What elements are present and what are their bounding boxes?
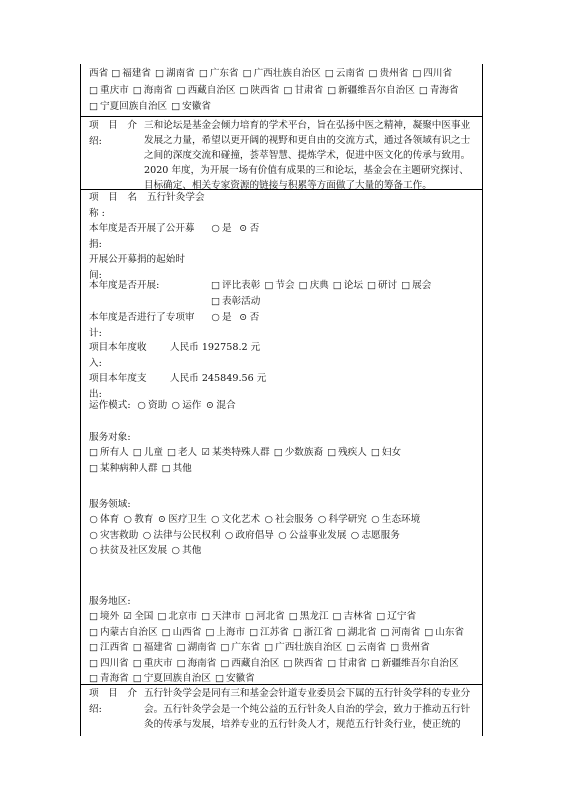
region-option[interactable] <box>171 99 211 116</box>
field-option-label: 医疗卫生 <box>168 514 207 525</box>
region-option-label: 江西省 <box>100 642 129 653</box>
checkbox-empty-icon: □ <box>132 673 142 684</box>
activity-option-label: 评比表彰 <box>222 280 261 291</box>
region-option[interactable] <box>89 640 129 656</box>
checkbox-empty-icon: □ <box>242 68 252 79</box>
radio-selected-icon: ⊙ <box>157 514 166 525</box>
region-option[interactable] <box>89 625 158 641</box>
target-option-label: 老人 <box>177 447 198 458</box>
checkbox-empty-icon: □ <box>418 84 428 96</box>
audit-label-line2: 计: <box>89 327 102 339</box>
region-option[interactable] <box>346 640 386 656</box>
region-option[interactable] <box>240 83 280 100</box>
region-option-label: 宁夏回族自治区 <box>143 673 211 684</box>
target-option-label: 儿童 <box>143 447 163 458</box>
activity-options <box>211 278 479 309</box>
checkbox-empty-icon: □ <box>376 611 386 622</box>
field-option-label: 文化艺术 <box>221 514 261 525</box>
region-option-label: 西藏自治区 <box>231 657 280 669</box>
field-option-label: 扶贫及社区发展 <box>100 545 168 556</box>
region-option-label: 广西壮族自治区 <box>253 68 321 79</box>
region-option-label: 安徽省 <box>182 101 211 112</box>
mode-option[interactable] <box>205 398 235 414</box>
region-option-label: 重庆市 <box>100 84 129 96</box>
region-option-label: 西藏自治区 <box>187 84 236 96</box>
field-option[interactable] <box>171 543 201 559</box>
activity-option[interactable] <box>401 278 431 294</box>
checkbox-empty-icon: □ <box>370 657 380 669</box>
checkbox-empty-icon: □ <box>327 84 337 96</box>
region-option-label: 山西省 <box>172 626 202 638</box>
region-option-label: 甘肃省 <box>294 84 324 96</box>
radio-empty-icon: ○ <box>142 529 152 541</box>
radio-empty-icon: ○ <box>224 529 234 541</box>
checkbox-empty-icon: □ <box>292 626 302 638</box>
region-option[interactable] <box>424 625 464 641</box>
start-time-label-line2: 间: <box>89 269 102 281</box>
checkbox-empty-icon: □ <box>132 84 142 96</box>
activity-option-label: 展会 <box>412 280 432 291</box>
region-option[interactable] <box>199 66 239 83</box>
activity-label: 本年度是否开展: <box>89 280 160 291</box>
region-option[interactable] <box>289 609 329 625</box>
checkbox-empty-icon: □ <box>380 626 390 638</box>
region-option-label: 四川省 <box>100 657 129 669</box>
field-option-label: 教育 <box>134 514 154 525</box>
income-label <box>89 340 147 371</box>
checkbox-empty-icon: □ <box>424 626 434 638</box>
radio-empty-icon: ○ <box>317 514 327 525</box>
target-option-label: 妇女 <box>381 447 402 458</box>
region-option-label: 海南省 <box>187 657 217 669</box>
field-option-label: 志愿服务 <box>361 529 400 541</box>
region-option-label: 福建省 <box>122 68 152 79</box>
checkbox-empty-icon: □ <box>161 462 171 474</box>
checkbox-empty-icon: □ <box>264 280 274 291</box>
checkbox-empty-icon: □ <box>132 657 142 669</box>
public-fund-label-line2: 捐: <box>89 238 102 250</box>
activity-option-label: 庆典 <box>309 280 329 291</box>
checkbox-empty-icon: □ <box>264 642 274 653</box>
checkbox-empty-icon: □ <box>366 280 377 291</box>
region-option-label: 江苏省 <box>260 626 289 638</box>
checkbox-empty-icon: □ <box>244 611 255 622</box>
region-option[interactable] <box>133 656 173 672</box>
intro-label-line2: 绍: <box>89 135 102 147</box>
region-option[interactable] <box>177 83 236 100</box>
field-option-label: 社会服务 <box>275 514 314 525</box>
field-option[interactable] <box>350 528 399 544</box>
region-option-label: 海南省 <box>143 84 173 96</box>
region-option[interactable] <box>89 83 129 100</box>
activity-option[interactable] <box>367 278 397 294</box>
region-option-label: 贵州省 <box>379 68 409 79</box>
region-option-label: 青海省 <box>429 84 459 96</box>
region-option[interactable] <box>419 83 459 100</box>
checkbox-empty-icon: □ <box>171 101 181 112</box>
region-option-label: 广西壮族自治区 <box>275 642 343 653</box>
service-fields-options <box>89 512 477 559</box>
region-option[interactable] <box>243 66 321 83</box>
checkbox-empty-icon: □ <box>176 642 186 653</box>
region-option[interactable] <box>123 609 153 625</box>
region-option-label: 全国 <box>134 611 154 622</box>
region-option[interactable] <box>327 656 367 672</box>
project-name-label <box>89 190 137 221</box>
row-divider <box>80 684 483 685</box>
row-divider <box>80 189 483 190</box>
radio-selected-icon: ⊙ <box>205 400 214 411</box>
checkbox-empty-icon: □ <box>211 295 221 307</box>
region-option[interactable] <box>327 83 415 100</box>
service-targets-title: 服务对象: <box>89 432 131 443</box>
project-name-label-line2: 称 : <box>89 207 105 219</box>
checkbox-empty-icon: □ <box>249 626 259 638</box>
intro-text: 三和论坛是基金会倾力培育的学术平台，旨在弘扬中医之精神，凝聚中医事业发展之力量，希望以更开阔的视野和更自由的交流方式，通过各领域有识之士之间的深度交流和碰撞，荟萃智慧、提炼学术，促进中医文化的传承与致用。2020 年度，为开展一场有价值有成果的三和论坛，基金会在主题研究探讨、目标确定、相关专家资源的链接与积累等方面做了大量的筹备工作。 <box>144 120 471 191</box>
target-option[interactable] <box>327 445 367 461</box>
audit-yes[interactable]: ○ 是 <box>211 310 232 326</box>
region-option[interactable] <box>133 640 173 656</box>
region-option-label: 宁夏回族自治区 <box>100 101 168 112</box>
region-option-label: 河北省 <box>255 611 285 622</box>
intro2-label-line1: 项 目 介 <box>89 688 137 699</box>
checkbox-empty-icon: □ <box>205 626 215 638</box>
target-option-label: 少数族裔 <box>284 447 324 458</box>
region-option-label: 辽宁省 <box>387 611 417 622</box>
checkbox-checked-icon: ☑ <box>123 611 132 622</box>
region-option-label: 福建省 <box>143 642 173 653</box>
radio-empty-icon: ○ <box>171 400 180 411</box>
mode-label: 运作模式: <box>89 400 131 411</box>
service-targets-options <box>89 445 477 476</box>
checkbox-empty-icon: □ <box>214 673 225 684</box>
mode-option-label: 运作 <box>182 400 202 411</box>
radio-empty-icon: ○ <box>123 514 132 525</box>
target-option-label: 残疾人 <box>338 447 367 458</box>
region-options-top <box>89 66 477 116</box>
service-regions-title: 服务地区: <box>89 596 131 607</box>
radio-empty-icon: ○ <box>211 312 220 323</box>
field-option-label: 其他 <box>182 545 202 556</box>
target-option-label: 某种病种人群 <box>100 462 158 474</box>
target-option[interactable] <box>89 445 129 461</box>
region-option-label: 北京市 <box>168 611 198 622</box>
checkbox-empty-icon: □ <box>332 280 342 291</box>
region-option[interactable] <box>157 609 197 625</box>
field-option-label: 体育 <box>100 514 120 525</box>
region-option-label: 安徽省 <box>225 673 255 684</box>
field-option[interactable] <box>211 512 260 528</box>
checkbox-empty-icon: □ <box>166 447 177 458</box>
region-option[interactable] <box>201 609 241 625</box>
region-option-label: 青海省 <box>100 673 129 684</box>
field-option[interactable] <box>157 512 206 528</box>
region-option[interactable] <box>220 656 279 672</box>
field-option[interactable] <box>89 528 138 544</box>
field-option[interactable] <box>371 512 420 528</box>
field-option[interactable] <box>89 512 119 528</box>
region-option-label: 河南省 <box>391 626 421 638</box>
activity-option-label: 表彰活动 <box>222 295 261 307</box>
region-option[interactable] <box>325 66 365 83</box>
region-option-label: 新疆维吾尔自治区 <box>381 657 459 669</box>
region-option-label: 陕西省 <box>250 84 280 96</box>
checkbox-empty-icon: □ <box>298 280 308 291</box>
public-fund-yes[interactable]: ○ 是 <box>211 221 232 237</box>
audit-options <box>211 310 263 326</box>
activity-option[interactable] <box>211 294 260 310</box>
region-option[interactable] <box>283 656 323 672</box>
region-option-label: 湖南省 <box>166 68 195 79</box>
expense-value: 人民币 245849.56 元 <box>170 373 267 384</box>
audit-no[interactable]: ⊙ 否 <box>239 310 260 326</box>
public-fund-label-line1: 本年度是否开展了公开募 <box>89 223 195 234</box>
mode-option[interactable] <box>171 398 201 414</box>
checkbox-empty-icon: □ <box>176 657 186 669</box>
region-option[interactable] <box>220 640 260 656</box>
target-option[interactable] <box>162 461 192 477</box>
field-option-label: 政府倡导 <box>235 529 274 541</box>
checkbox-empty-icon: □ <box>89 101 99 112</box>
public-fund-no[interactable]: ⊙ 否 <box>239 221 260 237</box>
region-option-label: 云南省 <box>357 642 387 653</box>
region-option[interactable] <box>89 656 129 672</box>
radio-selected-icon: ⊙ <box>239 312 248 323</box>
audit-label <box>89 310 195 341</box>
region-option[interactable] <box>162 625 202 641</box>
radio-empty-icon: ○ <box>171 545 180 556</box>
region-option[interactable] <box>111 66 151 83</box>
checkbox-empty-icon: □ <box>346 642 356 653</box>
checkbox-empty-icon: □ <box>324 68 334 79</box>
region-option-label: 黑龙江 <box>299 611 329 622</box>
region-option-label: 内蒙古自治区 <box>100 626 158 638</box>
radio-selected-icon: ⊙ <box>239 223 248 234</box>
expense-label-line2: 出: <box>89 388 102 400</box>
checkbox-empty-icon: □ <box>89 611 99 622</box>
region-option-label: 云南省 <box>335 68 365 79</box>
income-value: 人民币 192758.2 元 <box>170 342 261 353</box>
region-option[interactable] <box>371 656 459 672</box>
region-option-label: 天津市 <box>212 611 241 622</box>
target-option-label: 所有人 <box>100 447 129 458</box>
field-option-label: 生态环境 <box>381 514 421 525</box>
region-option[interactable] <box>337 625 377 641</box>
checkbox-empty-icon: □ <box>327 447 337 458</box>
region-option-label: 境外 <box>100 611 120 622</box>
activity-option-label: 论坛 <box>343 280 363 291</box>
target-option[interactable] <box>371 445 401 461</box>
region-option[interactable] <box>177 656 217 672</box>
region-option[interactable] <box>376 609 416 625</box>
region-option-label: 湖北省 <box>347 626 377 638</box>
checkbox-empty-icon: □ <box>332 611 342 622</box>
mode-option[interactable] <box>137 398 167 414</box>
checkbox-empty-icon: □ <box>89 673 99 684</box>
activity-option[interactable] <box>211 278 260 294</box>
target-option-label: 某类特殊人群 <box>212 447 270 458</box>
region-option[interactable] <box>89 609 119 625</box>
start-time-label-line1: 开展公开募捐的起始时 <box>89 254 185 265</box>
activity-option-label: 研讨 <box>377 280 398 291</box>
region-option-label: 广东省 <box>209 68 239 79</box>
field-option[interactable] <box>278 528 347 544</box>
expense-label-line1: 项目本年度支 <box>89 373 147 384</box>
checkbox-empty-icon: □ <box>412 68 422 79</box>
checkbox-empty-icon: □ <box>201 611 211 622</box>
activity-option-label: 节会 <box>275 280 295 291</box>
checkbox-empty-icon: □ <box>239 84 249 96</box>
region-option[interactable] <box>177 640 217 656</box>
target-option[interactable] <box>167 445 197 461</box>
region-option[interactable] <box>264 640 342 656</box>
field-option-label: 科学研究 <box>328 514 367 525</box>
region-option[interactable] <box>369 66 409 83</box>
radio-empty-icon: ○ <box>89 545 98 556</box>
checkbox-empty-icon: □ <box>132 642 142 653</box>
intro-label <box>89 118 137 149</box>
region-option-label: 山东省 <box>435 626 465 638</box>
region-option[interactable] <box>89 99 167 116</box>
checkbox-empty-icon: □ <box>198 68 208 79</box>
checkbox-empty-icon: □ <box>327 657 337 669</box>
field-option[interactable] <box>142 528 220 544</box>
activity-option[interactable] <box>299 278 329 294</box>
radio-empty-icon: ○ <box>137 400 146 411</box>
region-option-label: 吉林省 <box>343 611 373 622</box>
checkbox-empty-icon: □ <box>89 84 99 96</box>
checkbox-empty-icon: □ <box>89 642 99 653</box>
checkbox-empty-icon: □ <box>370 447 380 458</box>
checkbox-empty-icon: □ <box>288 611 298 622</box>
field-option[interactable] <box>123 512 153 528</box>
field-option-label: 法律与公民权利 <box>153 529 221 541</box>
region-option-label: 广东省 <box>231 642 261 653</box>
target-option[interactable] <box>133 445 163 461</box>
checkbox-empty-icon: □ <box>89 462 99 474</box>
checkbox-empty-icon: □ <box>283 84 293 96</box>
region-option-label: 重庆市 <box>143 657 173 669</box>
field-option[interactable] <box>225 528 274 544</box>
region-option[interactable] <box>133 83 173 100</box>
checkbox-empty-icon: □ <box>220 642 230 653</box>
region-option[interactable] <box>333 609 373 625</box>
project-name: 五行针灸学会 <box>147 192 205 203</box>
field-option[interactable] <box>318 512 367 528</box>
region-option[interactable] <box>380 625 420 641</box>
radio-empty-icon: ○ <box>211 514 220 525</box>
checkbox-empty-icon: □ <box>283 657 293 669</box>
checkbox-empty-icon: □ <box>89 447 99 458</box>
checkbox-empty-icon: □ <box>220 657 230 669</box>
radio-empty-icon: ○ <box>89 529 98 541</box>
checkbox-empty-icon: □ <box>111 68 121 79</box>
field-option-label: 灾害救助 <box>100 529 139 541</box>
region-option-label: 陕西省 <box>294 657 324 669</box>
mode-option-label: 资助 <box>148 400 168 411</box>
region-option[interactable] <box>293 625 333 641</box>
target-option[interactable] <box>274 445 323 461</box>
region-option-label: 四川省 <box>423 68 453 79</box>
checkbox-empty-icon: □ <box>89 657 99 669</box>
region-option[interactable] <box>412 66 452 83</box>
checkbox-empty-icon: □ <box>336 626 346 638</box>
target-option[interactable] <box>201 445 270 461</box>
service-regions-options <box>89 609 477 687</box>
radio-empty-icon: ○ <box>278 529 287 541</box>
row-divider <box>80 116 483 117</box>
region-option-label: 湖南省 <box>187 642 217 653</box>
checkbox-checked-icon: ☑ <box>201 447 210 458</box>
target-option[interactable] <box>89 461 158 477</box>
region-option-label: 甘肃省 <box>338 657 367 669</box>
service-fields-title: 服务领域: <box>89 499 131 510</box>
region-option-label: 浙江省 <box>303 626 333 638</box>
region-option-label: 上海市 <box>216 626 246 638</box>
public-fund-label <box>89 221 195 252</box>
region-option-label: 新疆维吾尔自治区 <box>338 84 415 96</box>
checkbox-empty-icon: □ <box>390 642 400 653</box>
field-option[interactable] <box>264 512 313 528</box>
radio-empty-icon: ○ <box>89 514 98 525</box>
checkbox-empty-icon: □ <box>155 68 165 79</box>
checkbox-empty-icon: □ <box>161 626 171 638</box>
audit-label-line1: 本年度是否进行了专项审 <box>89 312 195 323</box>
region-option[interactable] <box>390 640 430 656</box>
public-fund-options <box>211 221 263 237</box>
income-label-line1: 项目本年度收 <box>89 342 147 353</box>
checkbox-empty-icon: □ <box>368 68 378 79</box>
mode-options <box>137 398 240 414</box>
field-option[interactable] <box>89 543 167 559</box>
checkbox-empty-icon: □ <box>176 84 186 96</box>
intro2-label-line2: 绍: <box>89 703 102 715</box>
region-option[interactable] <box>205 625 245 641</box>
radio-empty-icon: ○ <box>264 514 273 525</box>
checkbox-empty-icon: □ <box>132 447 142 458</box>
income-label-line2: 入: <box>89 357 102 369</box>
checkbox-empty-icon: □ <box>89 626 99 638</box>
field-option-label: 公益事业发展 <box>288 529 347 541</box>
checkbox-empty-icon: □ <box>211 280 221 291</box>
mode-option-label: 混合 <box>216 400 236 411</box>
radio-empty-icon: ○ <box>371 514 380 525</box>
intro2-label <box>89 686 137 717</box>
region-option[interactable] <box>283 83 323 100</box>
checkbox-empty-icon: □ <box>157 611 167 622</box>
region-option[interactable] <box>249 625 289 641</box>
intro2-text: 五行针灸学会是同有三和基金会针道专业委员会下属的五行针灸学科的专业分会。五行针灸学会是一个纯公益的五行针灸人自治的学会，致力于推动五行针灸的传承与发展，培养专业的五行针灸人才，规范五行针灸行业，使正统的 <box>144 688 471 730</box>
region-option-label: 贵州省 <box>401 642 430 653</box>
radio-empty-icon: ○ <box>211 223 220 234</box>
intro-label-line1: 项 目 介 <box>89 120 137 131</box>
checkbox-empty-icon: □ <box>273 447 283 458</box>
region-option[interactable] <box>245 609 285 625</box>
project-name-label-line1: 项 目 名 <box>89 192 137 203</box>
activity-option[interactable] <box>264 278 294 294</box>
radio-empty-icon: ○ <box>350 529 360 541</box>
target-option-label: 其他 <box>172 462 192 474</box>
activity-option[interactable] <box>333 278 363 294</box>
region-prefix: 西省 <box>89 68 109 79</box>
region-option[interactable] <box>155 66 195 83</box>
checkbox-empty-icon: □ <box>401 280 411 291</box>
